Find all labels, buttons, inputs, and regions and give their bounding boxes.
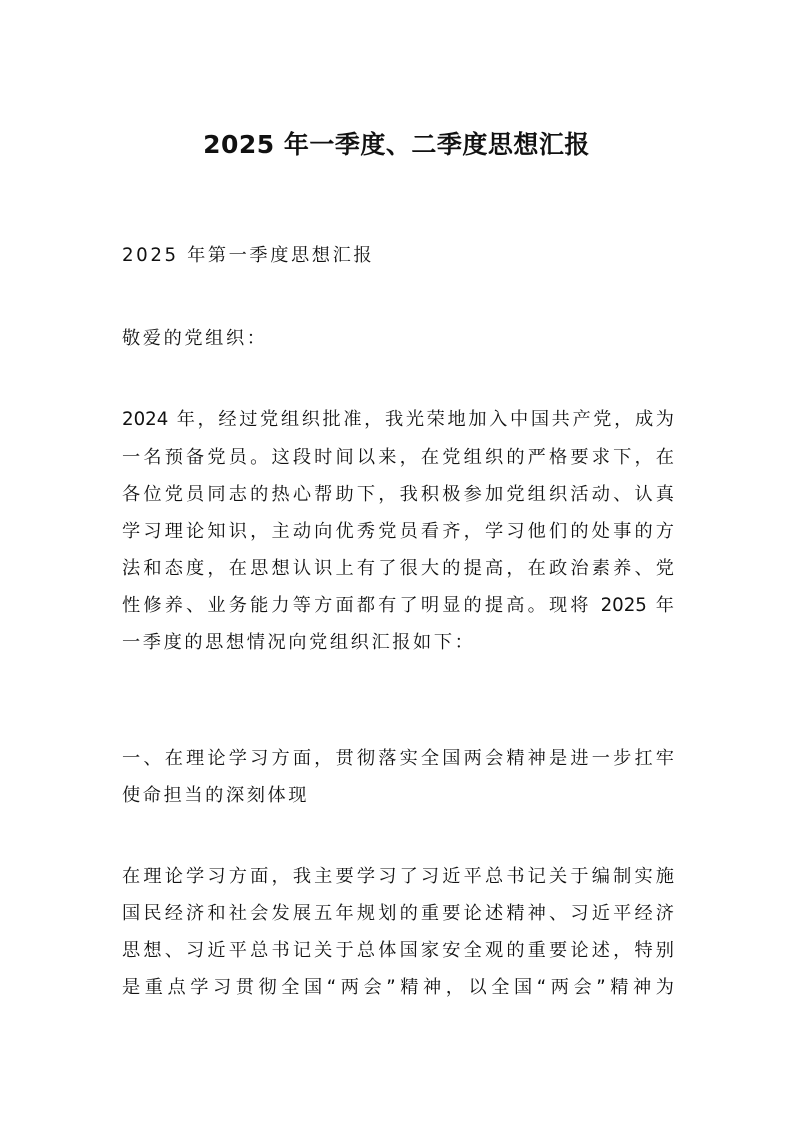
paragraph-line: 学习理论知识，主动向优秀党员看齐，学习他们的处事的方: [122, 521, 674, 542]
paragraph-line: 在理论学习方面，我主要学习了习近平总书记关于编制实施: [122, 866, 674, 887]
paragraph-line: 各位党员同志的热心帮助下，我积极参加党组织活动、认真: [122, 484, 674, 505]
document-title: 2025 年一季度、二季度思想汇报: [203, 130, 590, 159]
paragraph-line: 思想、习近平总书记关于总体国家安全观的重要论述，特别: [122, 940, 674, 961]
paragraph-line: 一季度的思想情况向党组织汇报如下：: [122, 632, 476, 653]
paragraph-line: 一名预备党员。这段时间以来，在党组织的严格要求下，在: [122, 447, 674, 468]
heading-line: 使命担当的深刻体现: [122, 785, 310, 806]
paragraph-line: 国民经济和社会发展五年规划的重要论述精神、习近平经济: [122, 903, 674, 924]
heading-line: 一、在理论学习方面，贯彻落实全国两会精神是进一步扛牢: [122, 748, 674, 769]
paragraph-line: 法和态度，在思想认识上有了很大的提高，在政治素养、党: [122, 558, 674, 579]
salutation: 敬爱的党组织：: [122, 328, 268, 349]
paragraph-line: 2024 年，经过党组织批准，我光荣地加入中国共产党，成为: [122, 409, 674, 430]
section-subtitle: 2025 年第一季度思想汇报: [122, 245, 375, 266]
paragraph-line: 是重点学习贯彻全国“两会”精神，以全国“两会”精神为: [122, 977, 674, 998]
paragraph-line: 性修养、业务能力等方面都有了明显的提高。现将 2025 年: [122, 595, 674, 616]
